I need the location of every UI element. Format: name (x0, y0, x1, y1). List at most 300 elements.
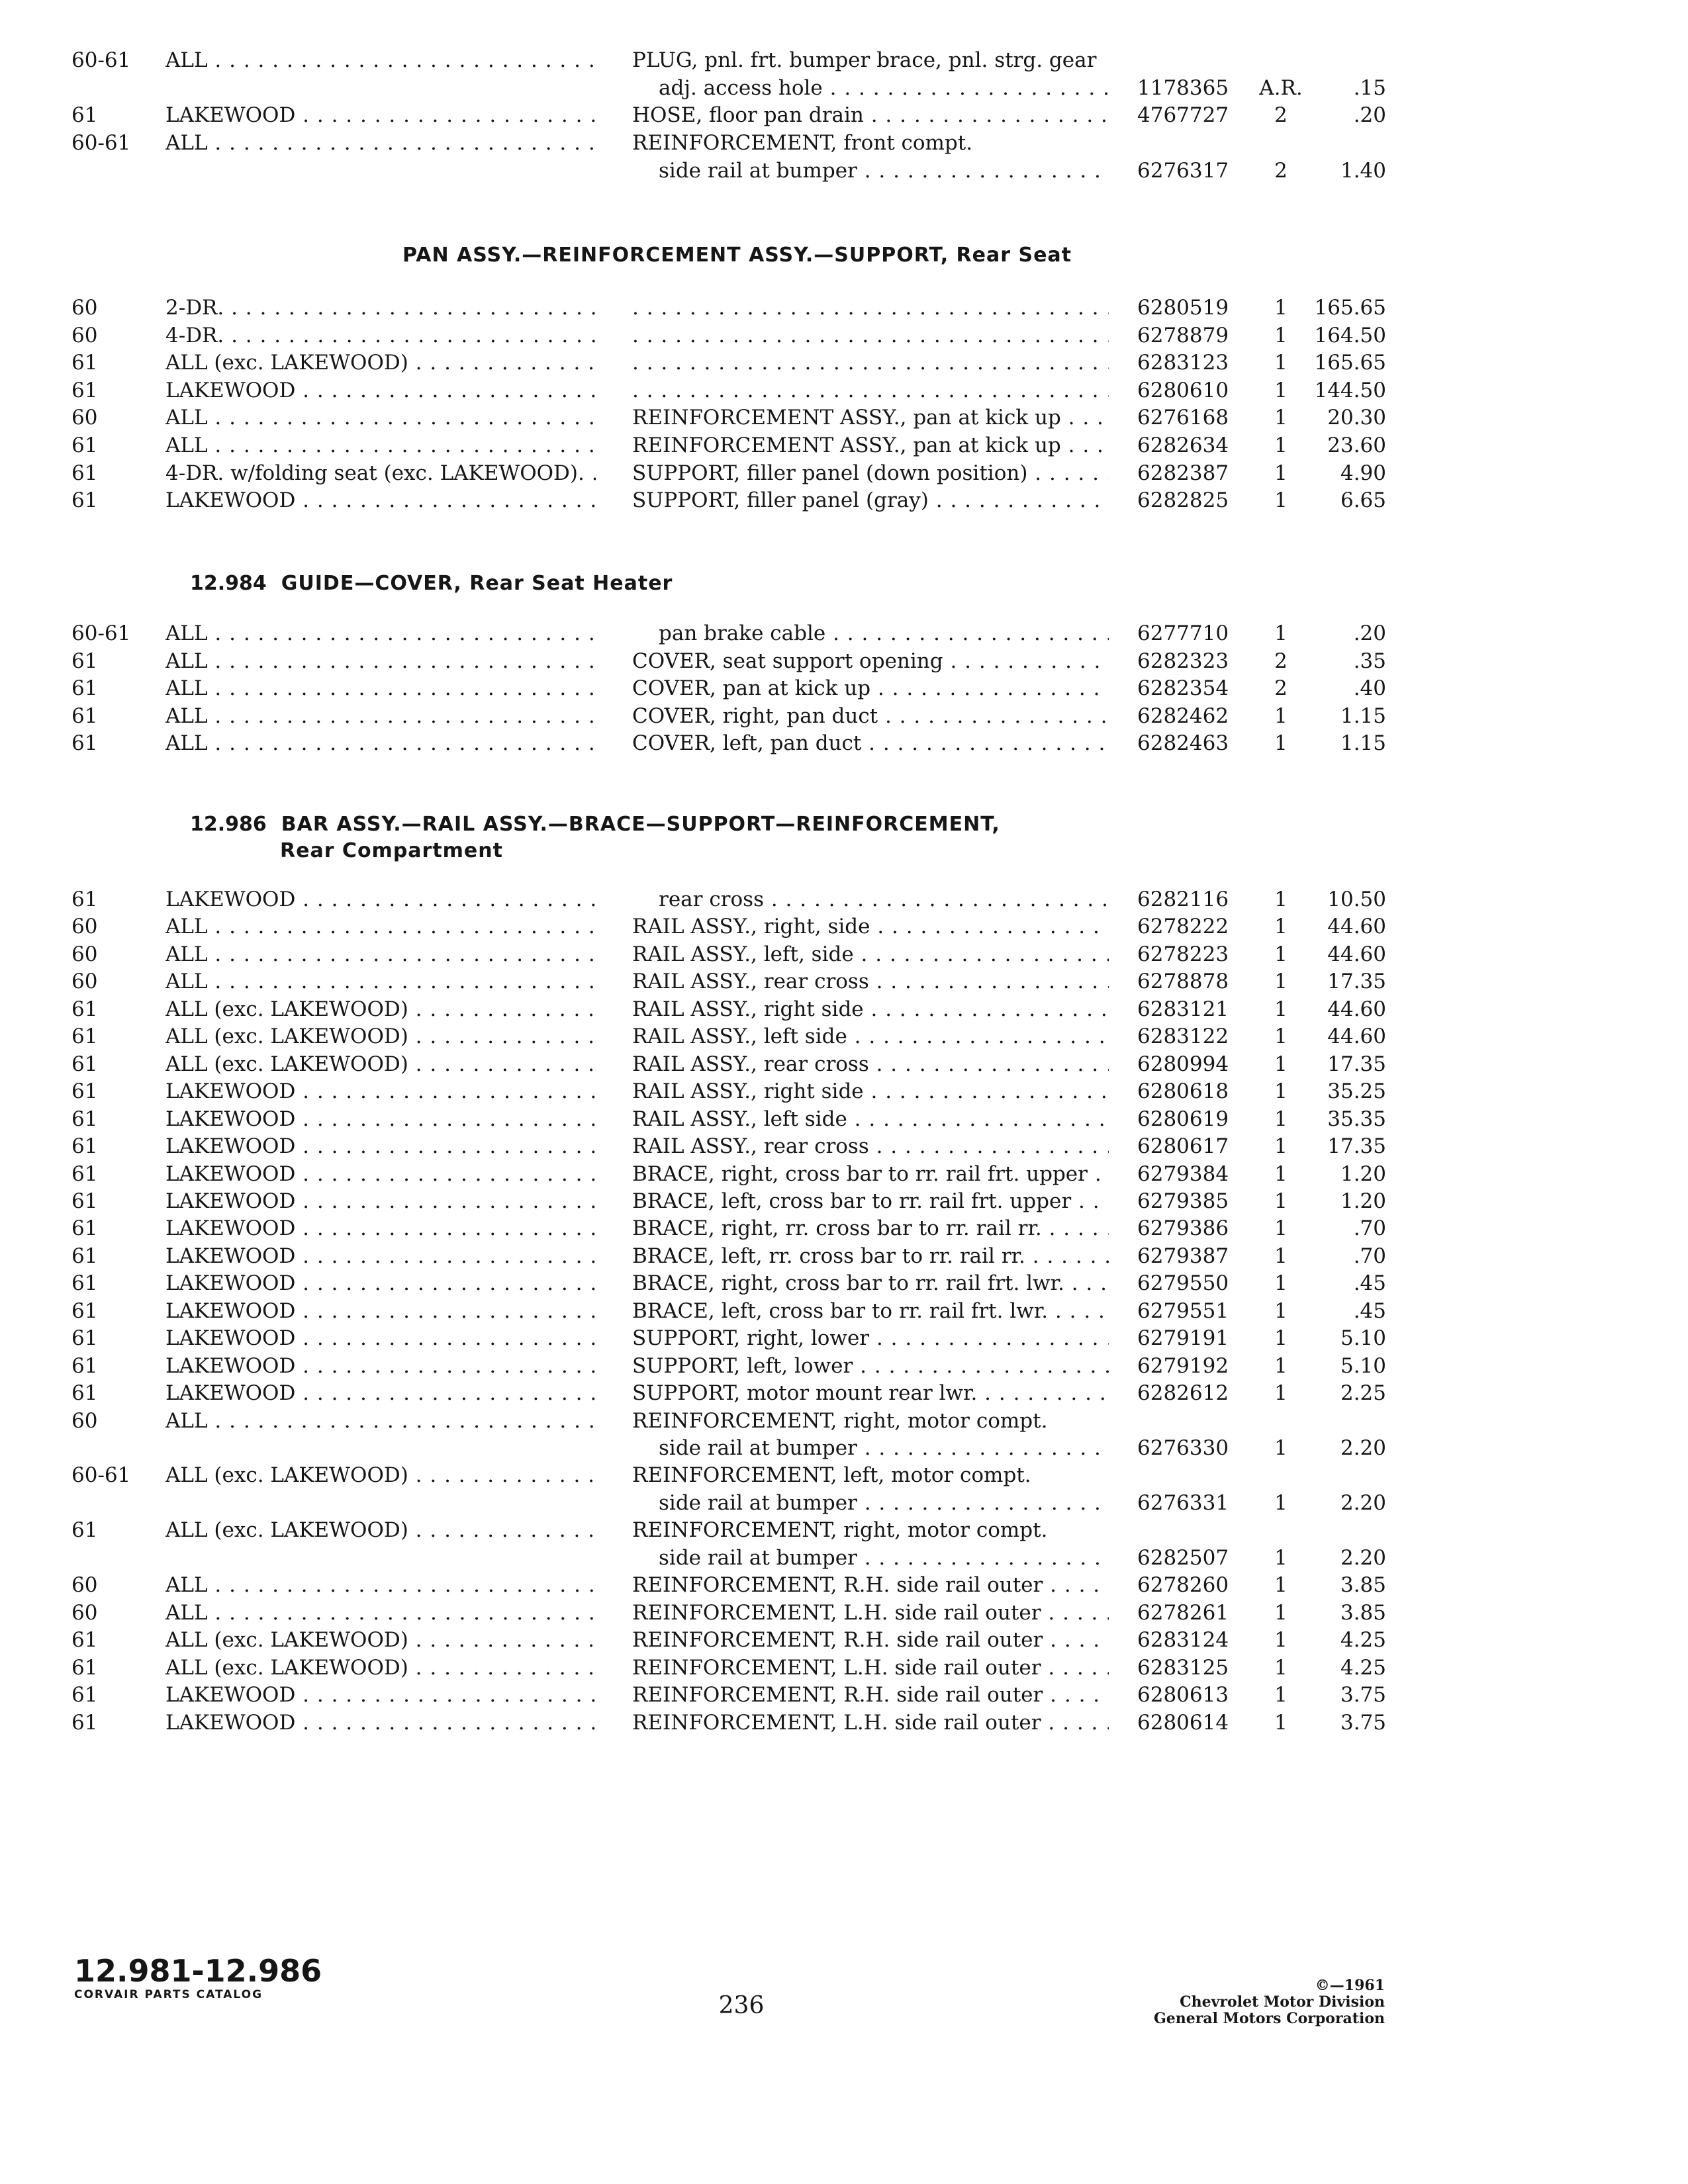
part-number: 6282825 (1137, 488, 1229, 512)
catalog-name: CORVAIR PARTS CATALOG (74, 1988, 263, 2001)
model (165, 1407, 596, 1435)
quantity: 1 (1274, 704, 1288, 728)
part-number: 6280619 (1137, 1107, 1229, 1131)
table-row (0, 1461, 1688, 1489)
quantity: 2 (1274, 649, 1288, 673)
description (632, 1599, 1109, 1627)
table-row (0, 101, 1688, 129)
quantity: 2 (1274, 676, 1288, 700)
price: 44.60 (1327, 942, 1386, 966)
description-text: side rail at bumper (659, 1491, 857, 1515)
model-year: 61 (71, 433, 98, 457)
table-row (0, 729, 1688, 757)
description (632, 46, 1109, 74)
part-number: 6283123 (1137, 351, 1229, 375)
table-row (0, 294, 1688, 322)
description-text: COVER, pan at kick up (632, 676, 871, 700)
table-row (0, 1242, 1688, 1270)
price: 1.40 (1340, 159, 1386, 183)
table-row (0, 1023, 1688, 1050)
quantity: 1 (1274, 1656, 1288, 1680)
price: 165.65 (1314, 351, 1386, 375)
description-text: SUPPORT, left, lower (632, 1354, 853, 1378)
model (165, 1599, 596, 1627)
model-text: LAKEWOOD (165, 1079, 296, 1103)
table-row (0, 322, 1688, 349)
table-row (0, 619, 1688, 647)
description-text: REINFORCEMENT, R.H. side rail outer (632, 1573, 1043, 1597)
quantity: 2 (1274, 103, 1288, 127)
description-text: BRACE, left, cross bar to rr. rail frt. upper (632, 1189, 1072, 1213)
model-text: LAKEWOOD (165, 103, 296, 127)
description (659, 1489, 1109, 1517)
description (659, 74, 1109, 102)
quantity: 1 (1274, 1134, 1288, 1158)
description-text: REINFORCEMENT, L.H. side rail outer (632, 1601, 1041, 1625)
model-text: 4-DR. w/folding seat (exc. LAKEWOOD). (165, 461, 585, 485)
part-number: 6279386 (1137, 1216, 1229, 1240)
model-text: ALL (165, 621, 208, 645)
model-year: 61 (71, 1244, 98, 1268)
model-text: ALL (exc. LAKEWOOD) (165, 1024, 408, 1048)
model-text: ALL (165, 131, 208, 155)
table-row (0, 1214, 1688, 1242)
quantity: 1 (1274, 915, 1288, 938)
description-text: REINFORCEMENT, front compt. (632, 131, 973, 155)
price: 35.25 (1327, 1079, 1386, 1103)
table-row (0, 404, 1688, 432)
model (165, 913, 596, 940)
model-year: 61 (71, 1271, 98, 1295)
table-row (0, 46, 1688, 74)
model-text: ALL (165, 915, 208, 938)
table-row (0, 377, 1688, 404)
description (632, 1516, 1109, 1544)
part-number: 6283122 (1137, 1024, 1229, 1048)
model-text: LAKEWOOD (165, 1711, 296, 1735)
model (165, 1626, 596, 1654)
part-number: 6278261 (1137, 1601, 1229, 1625)
description (632, 1681, 1109, 1709)
part-number: 6279191 (1137, 1326, 1229, 1350)
table-row (0, 1516, 1688, 1544)
description (632, 486, 1109, 514)
section-title (190, 570, 673, 597)
price: 10.50 (1327, 887, 1386, 911)
price: 44.60 (1327, 997, 1386, 1021)
model-year: 61 (71, 1326, 98, 1350)
quantity: 1 (1274, 433, 1288, 457)
price: 5.10 (1340, 1354, 1386, 1378)
part-number: 6282612 (1137, 1381, 1229, 1405)
description-text: RAIL ASSY., rear cross (632, 1134, 869, 1158)
model (165, 619, 596, 647)
price: 1.15 (1340, 731, 1386, 755)
description (632, 1571, 1109, 1599)
model-text: ALL (exc. LAKEWOOD) (165, 1463, 408, 1487)
table-row (0, 1297, 1688, 1325)
price: 20.30 (1327, 406, 1386, 430)
model-year: 60 (71, 406, 98, 430)
table-row (0, 1407, 1688, 1435)
table-row (0, 1654, 1688, 1682)
section-title-text: BAR ASSY.—RAIL ASSY.—BRACE—SUPPORT—REINFORCEMENT, (281, 813, 1000, 836)
model (165, 886, 596, 913)
price: 44.60 (1327, 915, 1386, 938)
model (165, 729, 596, 757)
part-number: 6283125 (1137, 1656, 1229, 1680)
price: 4.90 (1340, 461, 1386, 485)
part-number: 6282463 (1137, 731, 1229, 755)
model-year: 60 (71, 915, 98, 938)
part-number: 6282354 (1137, 676, 1229, 700)
description-text: RAIL ASSY., right, side (632, 915, 870, 938)
part-number: 6279387 (1137, 1244, 1229, 1268)
model-year: 61 (71, 997, 98, 1021)
model-year: 60-61 (71, 621, 131, 645)
model (165, 674, 596, 702)
description-text: COVER, right, pan duct (632, 704, 878, 728)
part-number: 1178365 (1137, 76, 1229, 100)
description (632, 1407, 1109, 1435)
part-number: 6278260 (1137, 1573, 1229, 1597)
model-text: LAKEWOOD (165, 1189, 296, 1213)
section-subtitle: Rear Compartment (280, 839, 503, 862)
model (165, 1516, 596, 1544)
model-text: LAKEWOOD (165, 1326, 296, 1350)
description (632, 940, 1109, 968)
description-text: REINFORCEMENT, R.H. side rail outer (632, 1628, 1043, 1652)
description-text: REINFORCEMENT, right, motor compt. (632, 1518, 1048, 1542)
description-text: SUPPORT, right, lower (632, 1326, 870, 1350)
quantity: 1 (1274, 1079, 1288, 1103)
copyright-line: ©—1961 (1315, 1977, 1385, 1994)
model-text: ALL (165, 406, 208, 430)
model-year: 60 (71, 970, 98, 993)
table-row (0, 702, 1688, 730)
model (165, 1077, 596, 1105)
table-row (0, 1489, 1688, 1517)
table-row (0, 1379, 1688, 1407)
description-text: BRACE, left, rr. cross bar to rr. rail rr. (632, 1244, 1025, 1268)
description-text: side rail at bumper (659, 1546, 857, 1570)
model-text: ALL (165, 1409, 208, 1433)
table-row (0, 74, 1688, 102)
description (659, 886, 1109, 913)
quantity: 1 (1274, 1299, 1288, 1323)
model-text: ALL (exc. LAKEWOOD) (165, 1518, 408, 1542)
part-number: 6280519 (1137, 296, 1229, 320)
model-text: ALL (165, 48, 208, 72)
table-row (0, 1132, 1688, 1160)
model (165, 1050, 596, 1078)
description (659, 157, 1109, 185)
part-number: 6278223 (1137, 942, 1229, 966)
table-row (0, 1626, 1688, 1654)
description (632, 459, 1109, 487)
part-number: 6279551 (1137, 1299, 1229, 1323)
model-year: 61 (71, 1107, 98, 1131)
table-row (0, 674, 1688, 702)
price: 3.75 (1340, 1683, 1386, 1707)
model (165, 995, 596, 1023)
table-row (0, 1434, 1688, 1462)
page-number: 236 (718, 1992, 765, 2019)
description (632, 294, 1109, 322)
model-year: 61 (71, 351, 98, 375)
price: 17.35 (1327, 970, 1386, 993)
model-year: 61 (71, 731, 98, 755)
model (165, 486, 596, 514)
model-year: 60 (71, 942, 98, 966)
model (165, 432, 596, 459)
description-text: RAIL ASSY., right side (632, 997, 864, 1021)
quantity: 1 (1274, 488, 1288, 512)
section-title (190, 811, 1000, 838)
description (632, 1242, 1109, 1270)
description-text: adj. access hole (659, 76, 823, 100)
table-row (0, 647, 1688, 675)
model-text: LAKEWOOD (165, 1244, 296, 1268)
part-number: 6282116 (1137, 887, 1229, 911)
model-text: ALL (165, 649, 208, 673)
description-text: REINFORCEMENT, R.H. side rail outer (632, 1683, 1043, 1707)
quantity: 1 (1274, 1326, 1288, 1350)
quantity: 1 (1274, 1189, 1288, 1213)
table-row (0, 940, 1688, 968)
table-row (0, 1160, 1688, 1188)
description-text: BRACE, left, cross bar to rr. rail frt. lwr. (632, 1299, 1049, 1323)
part-number: 6283121 (1137, 997, 1229, 1021)
price: .45 (1353, 1271, 1386, 1295)
quantity: 1 (1274, 887, 1288, 911)
table-row (0, 157, 1688, 185)
model-year: 61 (71, 1079, 98, 1103)
description (632, 1132, 1109, 1160)
quantity: 1 (1274, 1052, 1288, 1076)
model-text: ALL (165, 676, 208, 700)
quantity: 1 (1274, 351, 1288, 375)
description (632, 729, 1109, 757)
description-text: PLUG, pnl. frt. bumper brace, pnl. strg. gear (632, 48, 1097, 72)
model-year: 61 (71, 1711, 98, 1735)
model-year: 60 (71, 1409, 98, 1433)
quantity: 1 (1274, 406, 1288, 430)
part-number: 6282634 (1137, 433, 1229, 457)
model (165, 459, 596, 487)
description (632, 322, 1109, 349)
price: 1.20 (1340, 1189, 1386, 1213)
description-text: REINFORCEMENT, L.H. side rail outer (632, 1656, 1041, 1680)
quantity: 1 (1274, 1601, 1288, 1625)
quantity: 1 (1274, 1024, 1288, 1048)
description (632, 1050, 1109, 1078)
model (165, 1681, 596, 1709)
description-text: SUPPORT, motor mount rear lwr. (632, 1381, 978, 1405)
model-text: LAKEWOOD (165, 379, 296, 402)
section-number: 12.986 (190, 813, 267, 836)
model-year: 61 (71, 1354, 98, 1378)
part-number: 6279384 (1137, 1162, 1229, 1186)
table-row (0, 1352, 1688, 1380)
quantity: A.R. (1259, 76, 1303, 100)
model-year: 60-61 (71, 131, 131, 155)
model-text: ALL (165, 1573, 208, 1597)
table-row (0, 459, 1688, 487)
model-year: 61 (71, 1518, 98, 1542)
part-number: 6279192 (1137, 1354, 1229, 1378)
price: 4.25 (1340, 1628, 1386, 1652)
model-year: 61 (71, 461, 98, 485)
quantity: 1 (1274, 1162, 1288, 1186)
description-text: COVER, seat support opening (632, 649, 943, 673)
model-year: 61 (71, 488, 98, 512)
model (165, 322, 596, 349)
model (165, 294, 596, 322)
table-row (0, 1269, 1688, 1297)
description-text: RAIL ASSY., rear cross (632, 1052, 869, 1076)
section-title (402, 242, 1072, 269)
price: 6.65 (1340, 488, 1386, 512)
table-row (0, 1709, 1688, 1737)
price: 17.35 (1327, 1134, 1386, 1158)
model-year: 61 (71, 887, 98, 911)
model-text: 4-DR. (165, 324, 224, 347)
price: 1.20 (1340, 1162, 1386, 1186)
quantity: 1 (1274, 1354, 1288, 1378)
model (165, 968, 596, 995)
description-text: RAIL ASSY., left, side (632, 942, 854, 966)
table-row (0, 1324, 1688, 1352)
model (165, 129, 596, 157)
description-text: RAIL ASSY., rear cross (632, 970, 869, 993)
table-row (0, 1077, 1688, 1105)
quantity: 1 (1274, 1711, 1288, 1735)
price: 165.65 (1314, 296, 1386, 320)
model-text: LAKEWOOD (165, 1683, 296, 1707)
quantity: 1 (1274, 324, 1288, 347)
model-year: 61 (71, 676, 98, 700)
description-text: pan brake cable (659, 621, 826, 645)
part-number: 6276331 (1137, 1491, 1229, 1515)
part-number: 6278222 (1137, 915, 1229, 938)
quantity: 1 (1274, 1436, 1288, 1460)
publisher-block (1154, 1978, 1385, 2027)
model (165, 101, 596, 129)
model-text: LAKEWOOD (165, 1107, 296, 1131)
model-year: 61 (71, 103, 98, 127)
description (632, 129, 1109, 157)
quantity: 2 (1274, 159, 1288, 183)
part-number: 6279550 (1137, 1271, 1229, 1295)
model (165, 1214, 596, 1242)
model-year: 61 (71, 1162, 98, 1186)
price: 35.35 (1327, 1107, 1386, 1131)
description-text: COVER, left, pan duct (632, 731, 862, 755)
price: 17.35 (1327, 1052, 1386, 1076)
description (632, 1214, 1109, 1242)
model (165, 647, 596, 675)
quantity: 1 (1274, 1546, 1288, 1570)
description (632, 101, 1109, 129)
description-text: SUPPORT, filler panel (gray) (632, 488, 929, 512)
price: 3.85 (1340, 1601, 1386, 1625)
model-text: ALL (165, 970, 208, 993)
description-text: side rail at bumper (659, 1436, 857, 1460)
model-text: ALL (exc. LAKEWOOD) (165, 351, 408, 375)
description-text: HOSE, floor pan drain (632, 103, 864, 127)
part-number: 6276168 (1137, 406, 1229, 430)
description (632, 1352, 1109, 1380)
model (165, 1352, 596, 1380)
model (165, 1461, 596, 1489)
description-text: BRACE, right, cross bar to rr. rail frt. lwr. (632, 1271, 1064, 1295)
quantity: 1 (1274, 997, 1288, 1021)
price: 4.25 (1340, 1656, 1386, 1680)
part-number: 6282507 (1137, 1546, 1229, 1570)
quantity: 1 (1274, 1216, 1288, 1240)
price: .45 (1353, 1299, 1386, 1323)
model-year: 61 (71, 1024, 98, 1048)
table-row (0, 1105, 1688, 1133)
part-number: 6276317 (1137, 159, 1229, 183)
price: 3.85 (1340, 1573, 1386, 1597)
table-row (0, 886, 1688, 913)
description (632, 1297, 1109, 1325)
model-text: ALL (165, 704, 208, 728)
model-year: 60 (71, 1573, 98, 1597)
model-text: 2-DR. (165, 296, 224, 320)
part-number: 6282462 (1137, 704, 1229, 728)
description (632, 1461, 1109, 1489)
model (165, 1105, 596, 1133)
model-year: 61 (71, 1052, 98, 1076)
quantity: 1 (1274, 970, 1288, 993)
model (165, 1160, 596, 1188)
description-text: RAIL ASSY., left side (632, 1024, 847, 1048)
part-number: 6282323 (1137, 649, 1229, 673)
price: .70 (1353, 1244, 1386, 1268)
part-number: 6280618 (1137, 1079, 1229, 1103)
division-line: Chevrolet Motor Division (1180, 1993, 1385, 2011)
description (632, 674, 1109, 702)
description-text: RAIL ASSY., left side (632, 1107, 847, 1131)
quantity: 1 (1274, 379, 1288, 402)
quantity: 1 (1274, 731, 1288, 755)
price: 3.75 (1340, 1711, 1386, 1735)
model (165, 46, 596, 74)
table-row (0, 349, 1688, 377)
table-row (0, 1050, 1688, 1078)
model-year: 61 (71, 1134, 98, 1158)
table-row (0, 913, 1688, 940)
table-row (0, 1187, 1688, 1215)
model-year: 61 (71, 1189, 98, 1213)
model-text: LAKEWOOD (165, 1162, 296, 1186)
model-text: LAKEWOOD (165, 1299, 296, 1323)
table-row (0, 1571, 1688, 1599)
part-number: 6279385 (1137, 1189, 1229, 1213)
model-text: ALL (exc. LAKEWOOD) (165, 997, 408, 1021)
model (165, 1269, 596, 1297)
description (632, 349, 1109, 377)
description (632, 432, 1109, 459)
description (632, 1269, 1109, 1297)
table-row (0, 486, 1688, 514)
description (632, 1324, 1109, 1352)
model (165, 1023, 596, 1050)
part-number: 6277710 (1137, 621, 1229, 645)
